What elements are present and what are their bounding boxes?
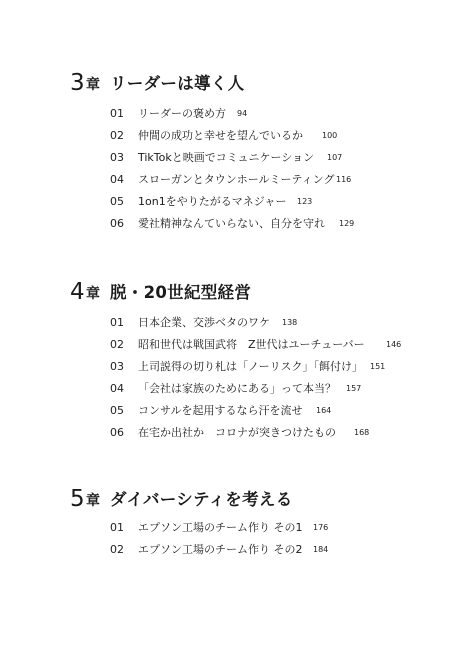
entry-number: 02 (110, 543, 124, 556)
entry-title: コンサルを起用するなら汗を流せ (138, 404, 303, 417)
entry-page: 138 (282, 318, 298, 327)
entry-title: 日本企業、交渉ベタのワケ (138, 316, 270, 329)
entry-title: 1on1をやりたがるマネジャー (138, 195, 287, 208)
entry-number: 06 (110, 217, 124, 230)
chapter-number: 5 (70, 486, 85, 512)
entry-number: 04 (110, 382, 124, 395)
entry-page: 107 (327, 153, 343, 162)
entry-number: 01 (110, 316, 124, 329)
entry-title: 仲間の成功と幸せを望んでいるか (138, 129, 303, 142)
entry-page: 123 (297, 197, 313, 206)
entry-title: スローガンとタウンホールミーティング (138, 173, 335, 186)
entry-number: 02 (110, 338, 124, 351)
entry-number: 05 (110, 404, 124, 417)
chapter-number: 3 (70, 70, 85, 96)
entry-number: 03 (110, 151, 124, 164)
chapter-unit: 章 (86, 493, 100, 509)
entry-page: 116 (336, 175, 352, 184)
entry-number: 05 (110, 195, 124, 208)
entry-title: 愛社精神なんていらない、自分を守れ (138, 217, 325, 230)
entry-title: エプソン工場のチーム作り その1 (138, 521, 303, 534)
entry-page: 94 (237, 109, 248, 118)
entry-title: 上司説得の切り札は「ノーリスク」「餌付け」 (138, 360, 363, 373)
entry-title: 昭和世代は戦国武将 Z世代はユーチューバー (138, 338, 365, 351)
entry-number: 01 (110, 521, 124, 534)
entry-title: 「会社は家族のためにある」って本当？ (138, 382, 336, 395)
entry-page: 176 (313, 523, 329, 532)
chapter-title: リーダーは導く人 (110, 74, 245, 93)
entry-page: 184 (313, 545, 329, 554)
entry-number: 01 (110, 107, 124, 120)
entry-page: 151 (370, 362, 386, 371)
chapter-number: 4 (70, 279, 85, 305)
entry-page: 129 (339, 219, 355, 228)
entry-title: TikTokと映画でコミュニケーション (138, 151, 315, 164)
chapter-title: ダイバーシティを考える (110, 490, 293, 509)
chapter-unit: 章 (86, 286, 100, 302)
entry-title: リーダーの褒め方 (138, 107, 226, 120)
entry-number: 03 (110, 360, 124, 373)
entry-page: 100 (322, 131, 338, 140)
chapter-unit: 章 (86, 77, 100, 93)
entry-page: 146 (386, 340, 402, 349)
entry-number: 06 (110, 426, 124, 439)
entry-title: 在宅か出社か コロナが突きつけたもの (138, 426, 336, 439)
chapter-title: 脱・20世紀型経営 (110, 283, 252, 302)
entry-page: 164 (316, 406, 332, 415)
entry-number: 04 (110, 173, 124, 186)
entry-page: 157 (346, 384, 362, 393)
entry-number: 02 (110, 129, 124, 142)
entry-page: 168 (354, 428, 370, 437)
entry-title: エプソン工場のチーム作り その2 (138, 543, 303, 556)
